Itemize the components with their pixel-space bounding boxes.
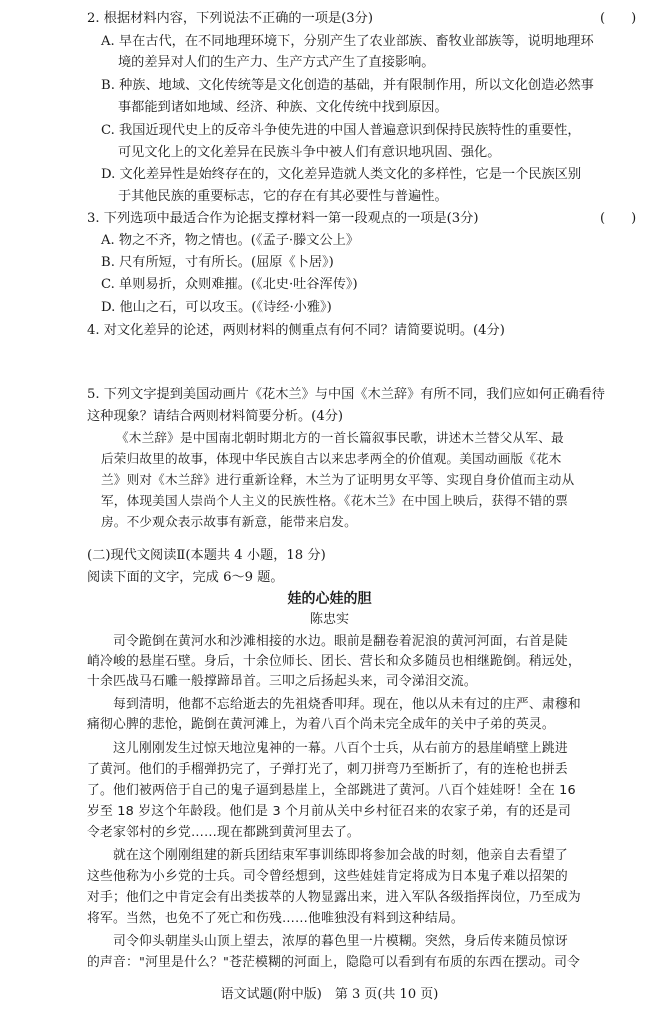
- q3-option-c: C. 单则易折，众则难摧。(《北史·吐谷浑传》): [101, 277, 358, 292]
- q2-option-c-line2: 可见文化上的文化差异在民族斗争中被人们有意识地巩固、强化。: [118, 145, 501, 160]
- q5-stem-line2: 这种现象？请结合两则材料简要分析。(4分): [87, 409, 344, 424]
- q2-option-a-line2: 境的差异对人们的生产力、生产方式产生了直接影响。: [118, 55, 435, 70]
- q2-option-b-line1: B. 种族、地域、文化传统等是文化创造的基础，并有限制作用，所以文化创造必然事: [101, 78, 594, 93]
- q5-passage-line3: 兰》则对《木兰辞》进行重新诠释，木兰为了证明男女平等、实现自身价值而主动从: [101, 472, 575, 487]
- story-line: 的声音："河里是什么？"苍茫模糊的河面上，隐隐可以看到有布质的东西在摆动。司令: [87, 955, 581, 970]
- story-line: 司令跪倒在黄河水和沙滩相接的水边。眼前是翻卷着泥浪的黄河河面，右首是陡: [87, 634, 568, 649]
- q2-option-c-line1: C. 我国近现代史上的反帝斗争使先进的中国人普遍意识到保持民族特性的重要性，: [101, 123, 581, 138]
- q2-option-d-line2: 于其他民族的重要标志，它的存在有其必要性与普遍性。: [118, 189, 448, 204]
- q2-stem: 2. 根据材料内容，下列说法不正确的一项是(3分): [87, 11, 374, 26]
- q3-answer-paren: ( ): [600, 211, 637, 226]
- q3-option-b: B. 尺有所短，寸有所长。(屈原《卜居》): [101, 255, 334, 270]
- story-line: 就在这个刚刚组建的新兵团结束军事训练即将参加会战的时刻，他亲自去看望了: [87, 848, 568, 863]
- q5-passage-line2: 后荣归故里的故事，体现中华民族自古以来忠孝两全的价值观。美国动画版《花木: [101, 451, 562, 466]
- story-title: 娃的心娃的胆: [287, 591, 372, 607]
- q2-option-b-line2: 事都能到诸如地域、经济、种族、文化传统中找到原因。: [118, 100, 448, 115]
- story-line: 了。他们被两倍于自己的鬼子逼到悬崖上，全部跳进了黄河。八百个娃娃呀！全在 16: [87, 783, 576, 798]
- story-line: 司令仰头朝崖头山顶上望去，浓厚的暮色里一片模糊。突然，身后传来随员惊讶: [87, 934, 568, 949]
- q4-stem: 4. 对文化差异的论述，两则材料的侧重点有何不同？请简要说明。(4分): [87, 323, 505, 338]
- q3-stem: 3. 下列选项中最适合作为论据支撑材料一第一段观点的一项是(3分): [87, 211, 479, 226]
- story-line: 痛彻心脾的悲怆，跪倒在黄河滩上，为着八百个尚未完全成年的关中子弟的英灵。: [87, 717, 555, 732]
- q5-passage-line5: 房。不少观众表示故事有新意，能带来启发。: [101, 514, 357, 529]
- story-line: 对手；他们之中肯定会有出类拔萃的人物显露出来，进入军队各级指挥岗位，乃至成为: [87, 890, 581, 905]
- story-line: 峭冷峻的悬崖石壁。身后，十余位师长、团长、营长和众多随员也相继跪倒。稍远处，: [87, 654, 581, 669]
- q3-option-a: A. 物之不齐，物之情也。(《孟子·滕文公上》: [101, 233, 360, 248]
- q2-answer-paren: ( ): [600, 11, 637, 26]
- q5-passage-line4: 军，体现美国人崇尚个人主义的民族性格。《花木兰》在中国上映后，获得不错的票: [101, 493, 569, 508]
- story-line: 令老家邻村的乡党……现在都跳到黄河里去了。: [87, 825, 360, 840]
- q2-option-d-line1: D. 文化差异性是始终存在的，文化差异造就人类文化的多样性，它是一个民族区别: [101, 167, 582, 182]
- story-line: 这儿刚刚发生过惊天地泣鬼神的一幕。八百个士兵，从右前方的悬崖峭壁上跳进: [87, 741, 568, 756]
- story-line: 每到清明，他都不忘给逝去的先祖烧香叩拜。现在，他以从未有过的庄严、肃穆和: [87, 697, 581, 712]
- story-line: 了黄河。他们的手榴弹扔完了，子弹打光了，刺刀拼弯乃至断折了，有的连枪也拼丢: [87, 762, 568, 777]
- story-line: 将军。当然，也免不了死亡和伤残……他唯独没有料到这种结局。: [87, 911, 464, 926]
- page-footer: 语文试题(附中版) 第 3 页(共 10 页): [220, 987, 439, 1002]
- q5-stem-line1: 5. 下列文字提到美国动画片《花木兰》与中国《木兰辞》有所不同，我们应如何正确看待: [87, 387, 605, 402]
- story-author: 陈忠实: [309, 612, 349, 627]
- q3-option-d: D. 他山之石，可以攻玉。(《诗经·小雅》): [101, 300, 332, 315]
- story-line: 岁至 18 岁这个年龄段。他们是 3 个月前从关中乡村征召来的农家子弟，有的还是司: [87, 804, 571, 819]
- section-instruction: 阅读下面的文字，完成 6～9 题。: [87, 570, 284, 585]
- story-line: 十余匹战马石雕一般撑蹄昂首。三叩之后扬起头来，司令涕泪交流。: [87, 674, 477, 689]
- story-line: 这些他称为小乡党的士兵。司令曾经想到，这些娃娃肯定将成为日本鬼子难以招架的: [87, 869, 568, 884]
- q2-option-a-line1: A. 早在古代，在不同地理环境下，分别产生了农业部族、畜牧业部族等，说明地理环: [101, 34, 594, 49]
- section-heading: (二)现代文阅读Ⅱ(本题共 4 小题，18 分): [87, 548, 326, 563]
- q5-passage-line1: 《木兰辞》是中国南北朝时期北方的一首长篇叙事民歌，讲述木兰替父从军、最: [116, 430, 564, 445]
